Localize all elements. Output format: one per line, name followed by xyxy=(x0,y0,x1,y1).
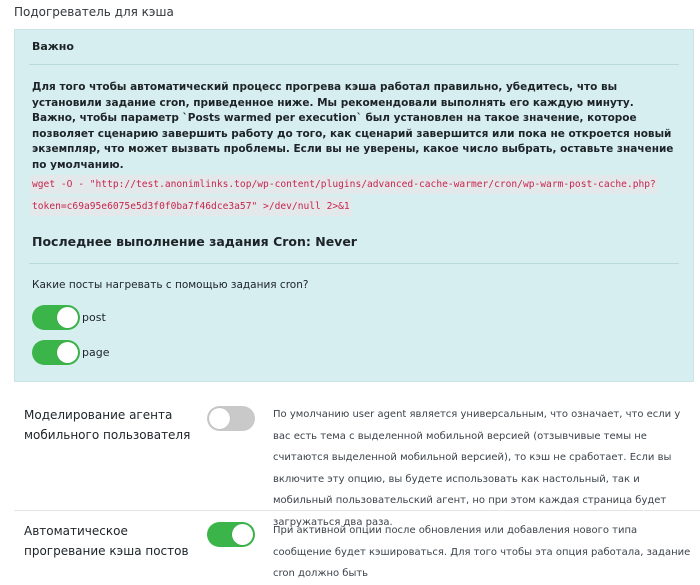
settings-divider xyxy=(14,510,700,511)
notice-divider-2 xyxy=(29,263,679,264)
post-type-post-toggle[interactable] xyxy=(32,305,80,330)
notice-paragraph-2: Важно, чтобы параметр `Posts warmed per execution` был установлен на такое значение, которое позволяет сценарию завершить работу до того, как сценарий завершится или пока не откроется новый экземпляр, что может вызвать проблемы. Если вы не уверены, какое число выбрать, оставьте значение по умолчанию. xyxy=(32,112,674,171)
auto-warm-label: Автоматическое прогревание кэша постов xyxy=(24,524,189,558)
mobile-agent-label: Моделирование агента мобильного пользователя xyxy=(24,408,191,442)
cron-command-text[interactable]: wget -O - "http://test.anonimlinks.top/wp-content/plugins/advanced-cache-warmer/cron/wp-warm-post-cache.php?token=c69a95e6075e5d3f0f0ba7f46dce3a57" >/dev/null 2>&1 xyxy=(30,175,658,216)
post-types-question: Какие посты нагревать с помощью задания cron? xyxy=(32,279,309,291)
cron-last-run: Последнее выполнение задания Cron: Never xyxy=(32,234,357,249)
toggle-knob xyxy=(57,307,78,328)
cron-command-code[interactable] xyxy=(30,174,658,218)
toggle-knob xyxy=(232,524,253,545)
notice-divider xyxy=(29,64,679,65)
mobile-agent-description: По умолчанию user agent является универсальным, что означает, что если у вас есть тема с выделенной мобильной версией (отзывчивые темы не считаются выделенной мобильной версией), то кэш не сработает. Если вы включите эту опцию, вы будете использовать как настольный, так и мобильный пользовательский агент, но при этом каждая страница будет загружаться два раза. xyxy=(273,409,681,528)
cron-notice-box xyxy=(14,29,694,382)
toggle-knob xyxy=(209,408,230,429)
post-type-post-row xyxy=(32,304,106,330)
toggle-knob xyxy=(57,342,78,363)
notice-paragraph-1: Для того чтобы автоматический процесс прогрева кэша работал правильно, убедитесь, что вы установили задание cron, приведенное ниже. Мы рекомендовали выполнять его каждую минуту. xyxy=(32,81,634,109)
post-type-page-row xyxy=(32,339,109,365)
post-type-page-toggle[interactable] xyxy=(32,340,80,365)
mobile-agent-toggle[interactable] xyxy=(207,406,255,431)
post-type-post-label: post xyxy=(82,310,106,324)
notice-text xyxy=(32,80,682,173)
page-title: Подогреватель для кэша xyxy=(14,5,174,19)
post-type-page-label: page xyxy=(82,345,110,359)
notice-title: Важно xyxy=(32,40,74,53)
auto-warm-description: При активной опции после обновления или добавления нового типа сообщение будет кэшироваться. Для того чтобы эта опция работала, задание cron должно быть xyxy=(273,525,691,579)
auto-warm-toggle[interactable] xyxy=(207,522,255,547)
